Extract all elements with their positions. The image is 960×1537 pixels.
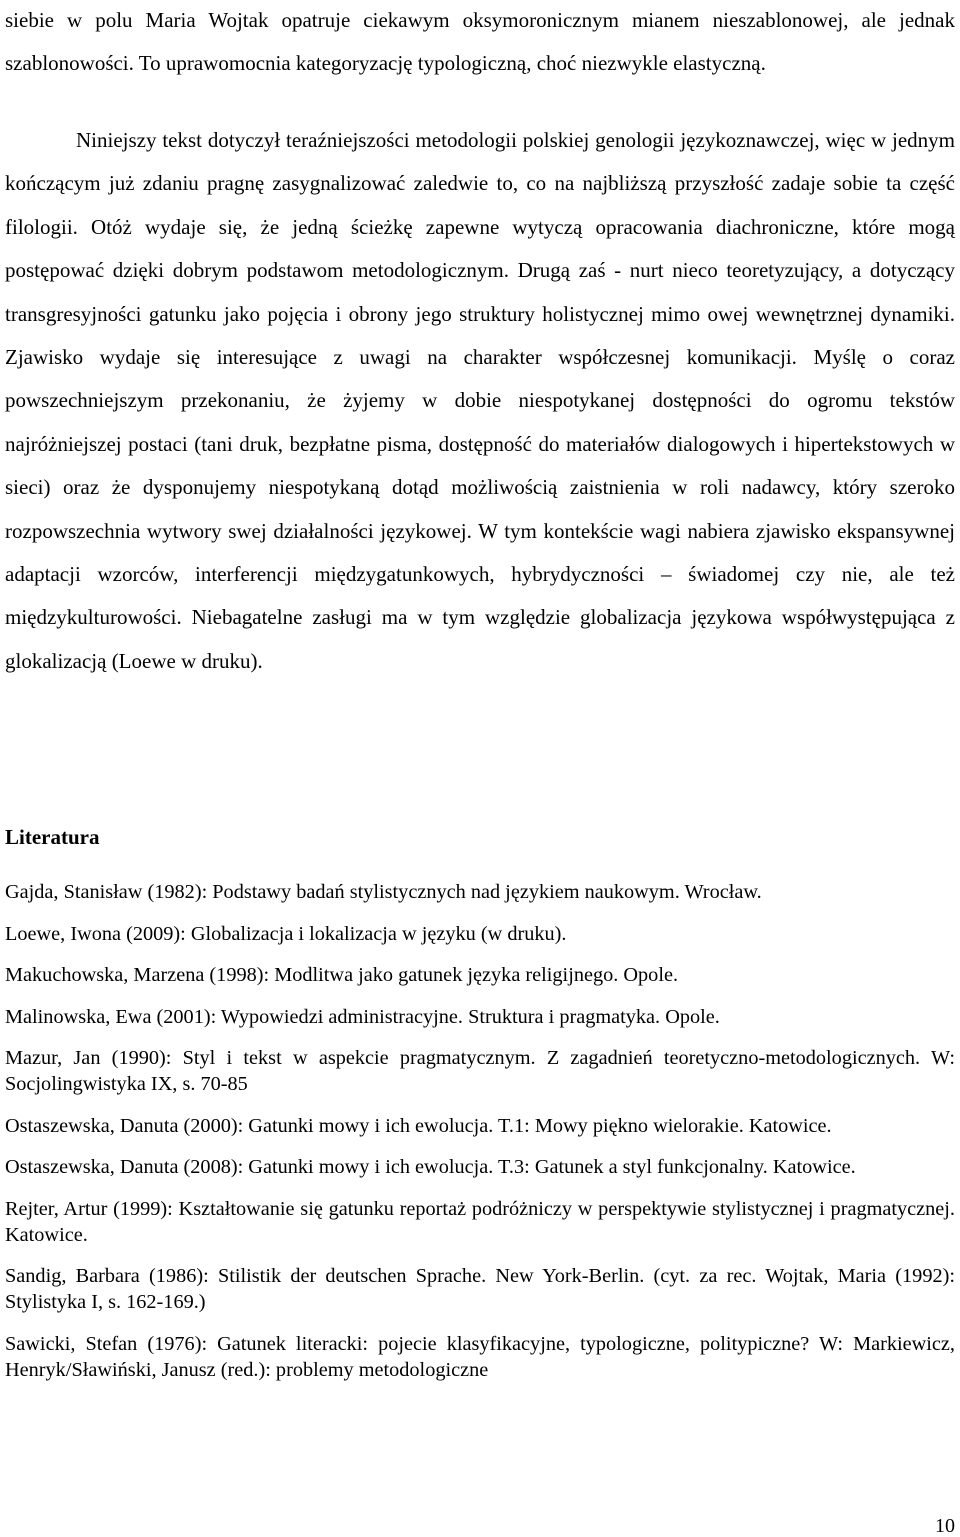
reference-item: Gajda, Stanisław (1982): Podstawy badań stylistycznych nad językiem naukowym. Wrocław. (5, 881, 762, 903)
reference-list (5, 879, 955, 1398)
page-number: 10 (935, 1515, 955, 1537)
reference-item: Ostaszewska, Danuta (2008): Gatunki mowy i ich ewolucja. T.3: Gatunek a styl funkcjonalny. Katowice. (5, 1156, 856, 1179)
reference-item: Sawicki, Stefan (1976): Gatunek literacki: pojecie klasyfikacyjne, typologiczne, politypiczne? W: Markiewicz, Henryk/Sławiński, Janusz (red.): problemy metodologiczne (5, 1332, 955, 1381)
reference-item: Makuchowska, Marzena (1998): Modlitwa jako gatunek języka religijnego. Opole. (5, 964, 679, 987)
body-paragraph-continued: siebie w polu Maria Wojtak opatruje ciekawym oksymoronicznym mianem nieszablonowej, ale jednak szablonowości. To uprawomocnia kategoryzację typologiczną, choć niezwykle elastyczną. (5, 8, 955, 76)
reference-item: Sandig, Barbara (1986): Stilistik der deutschen Sprache. New York-Berlin. (cyt. za rec. Wojtak, Maria (1992): Stylistyka I, s. 162-169.) (5, 1265, 955, 1314)
reference-item: Loewe, Iwona (2009): Globalizacja i lokalizacja w języku (w druku). (5, 922, 567, 945)
reference-item: Ostaszewska, Danuta (2000): Gatunki mowy i ich ewolucja. T.1: Mowy piękno wielorakie. Katowice. (5, 1114, 832, 1137)
body-paragraph (5, 119, 955, 683)
literature-heading: Literatura (5, 825, 100, 849)
reference-item: Mazur, Jan (1990): Styl i tekst w aspekcie pragmatycznym. Z zagadnień teoretyczno-metodologicznych. W: Socjolingwistyka IX, s. 70-85 (5, 1047, 955, 1096)
reference-item: Malinowska, Ewa (2001): Wypowiedzi administracyjne. Struktura i pragmatyka. Opole. (5, 1005, 720, 1028)
reference-item: Rejter, Artur (1999): Kształtowanie się gatunku reportaż podróżniczy w perspektywie stylistycznej i pragmatycznej. Katowice. (5, 1197, 955, 1246)
body-paragraph-text: Niniejszy tekst dotyczył teraźniejszości metodologii polskiej genologii językoznawczej, więc w jednym kończącym już zdaniu pragnę zasygnalizować zaledwie to, co na najbliższą przyszłość zadaje sobie ta część filologii. Otóż wydaje się, że jedną ścieżkę zapewne wytyczą opracowania diachroniczne, które mogą postępować dzięki dobrym podstawom metodologicznym. Drugą zaś - nurt nieco teoretyzujący, a dotyczący transgresyjności gatunku jako pojęcia i obrony jego struktury holistycznej mimo owej wewnętrznej dynamiki. Zjawisko wydaje się interesujące z uwagi na charakter współczesnej komunikacji. Myślę o coraz powszechniejszym przekonaniu, że żyjemy w dobie niespotykanej dostępności do ogromu tekstów najróżniejszej postaci (tani druk, bezpłatne pisma, dostępność do materiałów dialogowych i hipertekstowych w sieci) oraz że dysponujemy niespotykaną dotąd możliwością zaistnienia w roli nadawcy, który szeroko rozpowszechnia wytwory swej działalności językowej. W tym kontekście wagi nabiera zjawisko ekspansywnej adaptacji wzorców, interferencji międzygatunkowych, hybrydyczności – świadomej czy nie, ale też międzykulturowości. Niebagatelne zasługi ma w tym względzie globalizacja językowa współwystępująca z glokalizacją (Loewe w druku). (5, 128, 955, 673)
